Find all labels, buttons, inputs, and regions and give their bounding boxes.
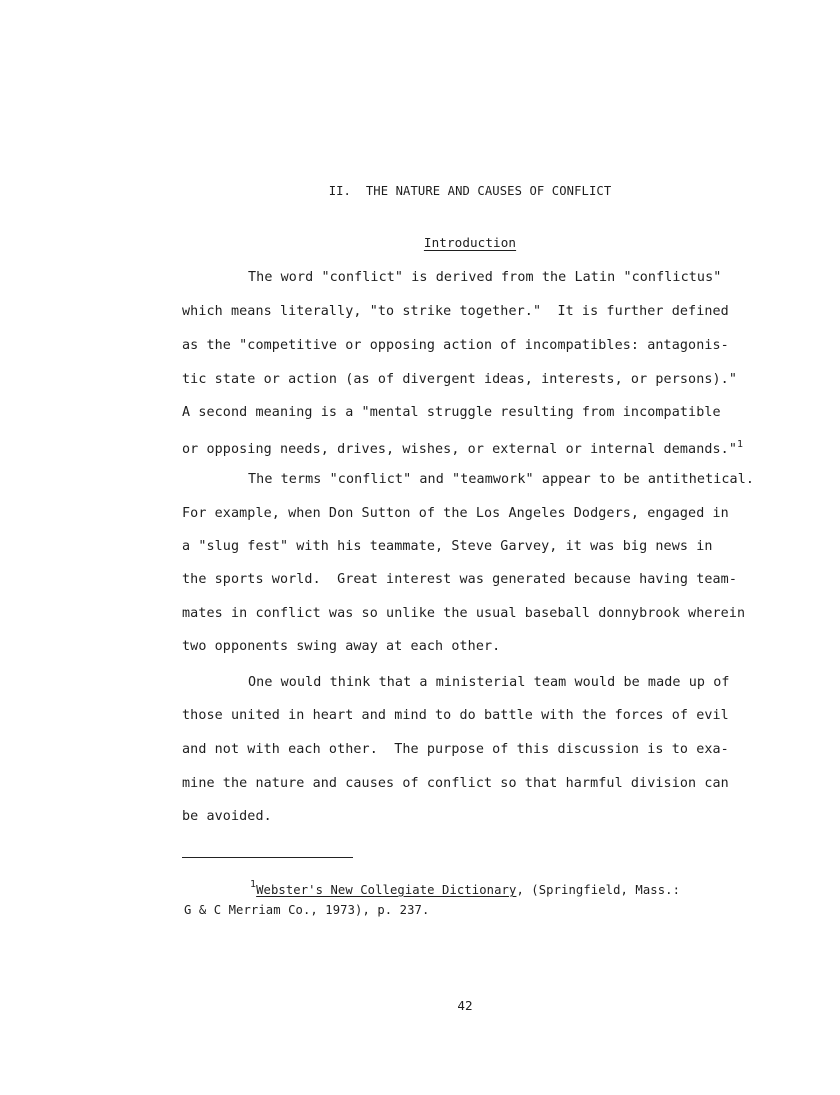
paragraph-2-line-6: two opponents swing away at each other. (182, 639, 501, 654)
paragraph-2-line-3: a "slug fest" with his teammate, Steve Garvey, it was big news in (182, 539, 713, 554)
section-title (0, 235, 840, 250)
section-title-text: Introduction (423, 235, 517, 250)
chapter-title: II. THE NATURE AND CAUSES OF CONFLICT (328, 184, 612, 198)
paragraph-3-line-3: and not with each other. The purpose of this discussion is to exa- (182, 742, 729, 757)
footnote-rule (182, 857, 353, 858)
paragraph-1-line-2: which means literally, "to strike together." It is further defined (182, 304, 729, 319)
paragraph-3-line-4: mine the nature and causes of conflict so that harmful division can (182, 776, 729, 791)
paragraph-1-line-5: A second meaning is a "mental struggle resulting from incompatible (182, 405, 721, 420)
footnote-source-title: Webster's New Collegiate Dictionary (256, 883, 517, 897)
paragraph-3-line-1: One would think that a ministerial team would be made up of (248, 675, 730, 690)
footnote-line-1 (250, 879, 680, 897)
footnote-line-2: G & C Merriam Co., 1973), p. 237. (184, 903, 430, 917)
footnote-number: 1 (250, 879, 257, 890)
footnote-line-1-rest: , (Springfield, Mass.: (516, 883, 681, 897)
page-number: 42 (457, 998, 473, 1013)
paragraph-2-line-5: mates in conflict was so unlike the usual baseball donnybrook wherein (182, 606, 746, 621)
paragraph-2-line-1: The terms "conflict" and "teamwork" appear to be antithetical. (248, 472, 755, 487)
paragraph-3-line-5: be avoided. (182, 809, 272, 824)
paragraph-2-line-4: the sports world. Great interest was generated because having team- (182, 572, 738, 587)
footnote-marker: 1 (737, 439, 744, 450)
paragraph-3-line-2: those united in heart and mind to do battle with the forces of evil (182, 708, 729, 723)
paragraph-2-line-2: For example, when Don Sutton of the Los Angeles Dodgers, engaged in (182, 506, 729, 521)
paragraph-1-line-6 (182, 439, 743, 457)
paragraph-1-line-1: The word "conflict" is derived from the Latin "conflictus" (248, 270, 722, 285)
paragraph-1-line-6-text: or opposing needs, drives, wishes, or external or internal demands." (182, 442, 738, 457)
paragraph-1-line-3: as the "competitive or opposing action of incompatibles: antagonis- (182, 338, 729, 353)
paragraph-1-line-4: tic state or action (as of divergent ideas, interests, or persons)." (182, 372, 738, 387)
